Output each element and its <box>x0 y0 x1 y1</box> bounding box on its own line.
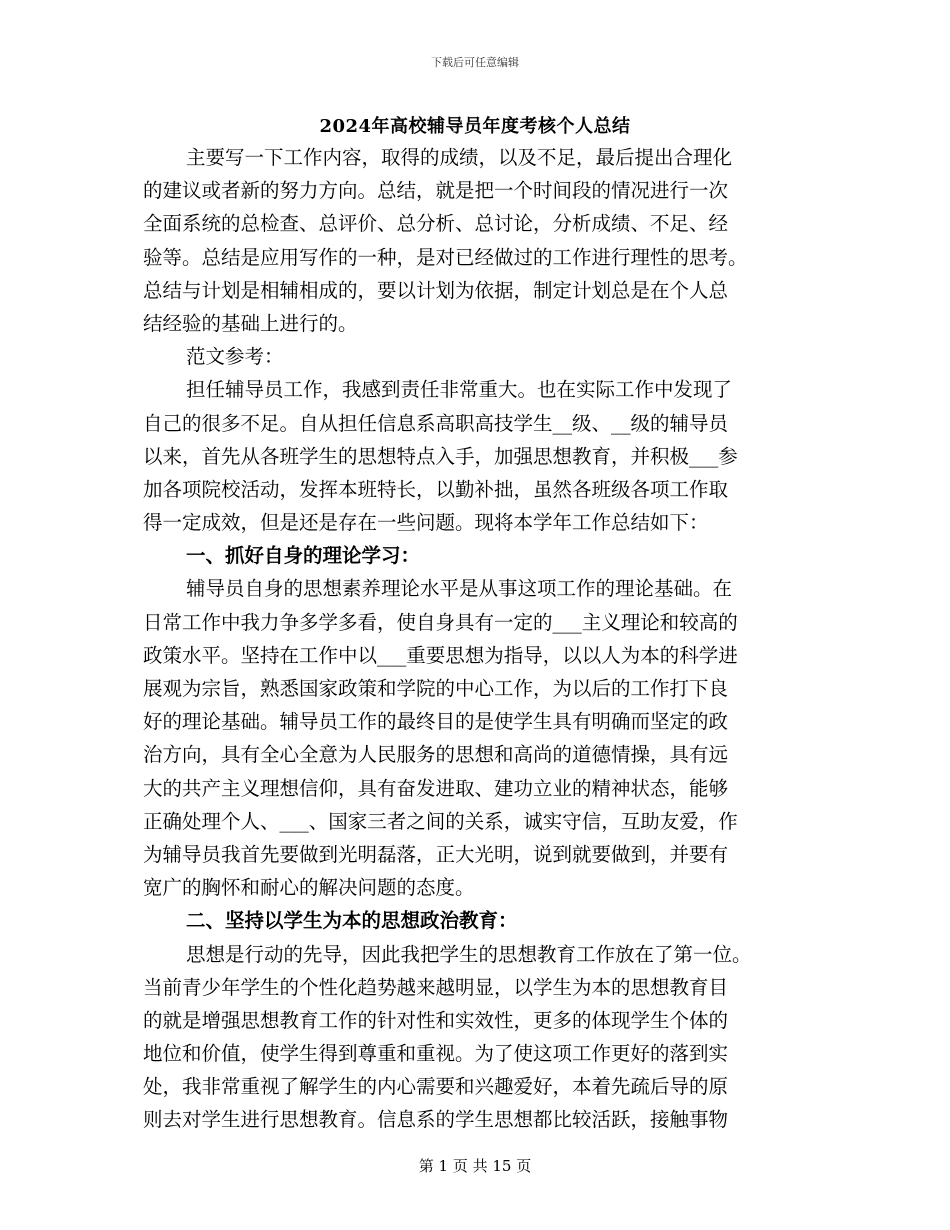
paragraph-line: 当前青少年学生的个性化趋势越来越明显，以学生为本的思想教育目 <box>143 975 729 999</box>
paragraph-line: 结经验的基础上进行的。 <box>143 311 358 335</box>
paragraph-line: 得一定成效，但是还是存在一些问题。现将本学年工作总结如下： <box>143 511 709 535</box>
paragraph-line: 为辅导员我首先要做到光明磊落，正大光明，说到就要做到，并要有 <box>143 842 729 866</box>
paragraph-line: 总结与计划是相辅相成的，要以计划为依据，制定计划总是在个人总 <box>143 278 729 302</box>
paragraph-line: 处，我非常重视了解学生的内心需要和兴趣爱好，本着先疏后导的原 <box>143 1075 729 1099</box>
paragraph-line: 验等。总结是应用写作的一种，是对已经做过的工作进行理性的思考。 <box>143 245 748 269</box>
paragraph-line: 全面系统的总检查、总评价、总分析、总讨论，分析成绩、不足、经 <box>143 212 729 236</box>
paragraph-line: 则去对学生进行思想教育。信息系的学生思想都比较活跃，接触事物 <box>143 1108 729 1132</box>
paragraph-line: 以来，首先从各班学生的思想特点入手，加强思想教育，并积极___参 <box>143 444 738 468</box>
paragraph-line: 自己的很多不足。自从担任信息系高职高技学生__级、__级的辅导员 <box>143 411 729 435</box>
paragraph-line: 展观为宗旨，熟悉国家政策和学院的中心工作，为以后的工作打下良 <box>143 677 729 700</box>
paragraph-line: 的就是增强思想教育工作的针对性和实效性，更多的体现学生个体的 <box>143 1008 729 1032</box>
document-body <box>143 141 811 1137</box>
paragraph-line: 主要写一下工作内容，取得的成绩，以及不足，最后提出合理化 <box>186 146 733 169</box>
paragraph-line: 治方向，具有全心全意为人民服务的思想和高尚的道德情操，具有远 <box>143 743 729 767</box>
section-heading: 二、坚持以学生为本的思想政治教育： <box>186 909 518 933</box>
section-heading: 一、抓好自身的理论学习： <box>186 544 421 568</box>
paragraph-line: 宽广的胸怀和耐心的解决问题的态度。 <box>143 876 475 900</box>
header-note: 下载后可任意编辑 <box>431 56 519 69</box>
page-footer: 第 1 页 共 15 页 <box>418 1157 532 1175</box>
paragraph-line: 大的共产主义理想信仰，具有奋发进取、建功立业的精神状态，能够 <box>143 776 729 800</box>
paragraph-line: 范文参考： <box>186 345 284 369</box>
paragraph-line: 日常工作中我力争多学多看，使自身具有一定的___主义理论和较高的 <box>143 610 738 634</box>
paragraph-line: 担任辅导员工作，我感到责任非常重大。也在实际工作中发现了 <box>186 378 733 402</box>
paragraph-line: 好的理论基础。辅导员工作的最终目的是使学生具有明确而坚定的政 <box>143 710 729 734</box>
paragraph-line: 思想是行动的先导，因此我把学生的思想教育工作放在了第一位。 <box>186 942 752 966</box>
paragraph-line: 政策水平。坚持在工作中以___重要思想为指导，以以人为本的科学进 <box>143 643 738 667</box>
paragraph-line: 辅导员自身的思想素养理论水平是从事这项工作的理论基础。在 <box>186 577 733 601</box>
paragraph-line: 的建议或者新的努力方向。总结，就是把一个时间段的情况进行一次 <box>143 179 729 203</box>
paragraph-line: 地位和价值，使学生得到尊重和重视。为了使这项工作更好的落到实 <box>143 1042 729 1066</box>
document-title: 2024年高校辅导员年度考核个人总结 <box>319 116 631 137</box>
paragraph-line: 加各项院校活动，发挥本班特长，以勤补拙，虽然各班级各项工作取 <box>143 477 729 501</box>
paragraph-line: 正确处理个人、___、国家三者之间的关系，诚实守信，互助友爱，作 <box>143 809 738 833</box>
